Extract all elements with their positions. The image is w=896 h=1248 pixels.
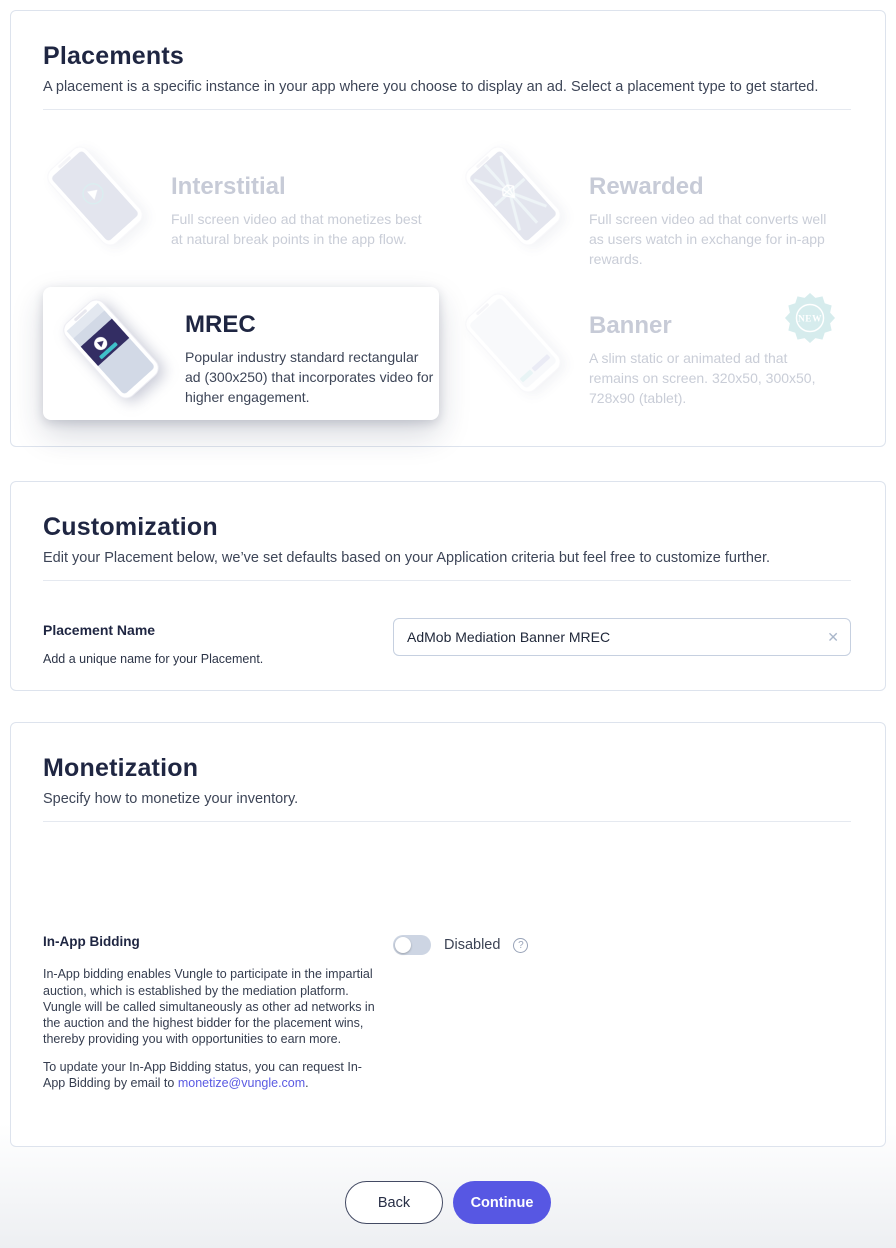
mrec-phone-illustration: [59, 299, 171, 403]
placement-name-input[interactable]: [393, 618, 851, 656]
continue-button[interactable]: Continue: [453, 1181, 551, 1224]
footer-actions: [0, 1181, 896, 1224]
banner-phone-illustration: [461, 287, 573, 405]
placement-option-interstitial[interactable]: [43, 140, 439, 273]
in-app-bidding-status: Disabled: [444, 937, 501, 954]
divider: [43, 580, 851, 581]
placements-description: A placement is a specific instance in your app where you choose to display an ad. Select a placement type to get started.: [43, 79, 819, 96]
rewarded-description: Full screen video ad that converts well as users watch in exchange for in-app rewards.: [589, 210, 827, 267]
banner-description: A slim static or animated ad that remains on screen. 320x50, 300x50, 728x90 (tablet).: [589, 349, 816, 406]
note-suffix: .: [305, 1075, 309, 1090]
interstitial-phone-icon: [42, 142, 148, 251]
mrec-description: Popular industry standard rectangular ad (300x250) that incorporates video for higher engagement.: [185, 348, 434, 405]
mrec-phone-icon: [58, 295, 164, 404]
placements-section: [10, 10, 886, 447]
banner-title: Banner: [589, 312, 672, 340]
placement-option-mrec[interactable]: [43, 287, 439, 420]
monetization-description: Specify how to monetize your inventory.: [43, 791, 299, 808]
divider: [43, 109, 851, 110]
in-app-bidding-row: [43, 934, 851, 1091]
placement-name-help: Add a unique name for your Placement.: [43, 652, 264, 667]
customization-title: Customization: [43, 513, 218, 541]
in-app-bidding-update-note: [43, 1059, 381, 1092]
placement-name-row: [43, 618, 851, 666]
in-app-bidding-label: In-App Bidding: [43, 934, 140, 950]
update-note-text: To update your In-App Bidding status, you can request In-App Bidding by email to: [43, 1059, 362, 1090]
toggle-knob: [395, 937, 411, 953]
mrec-title: MREC: [185, 311, 256, 339]
help-icon[interactable]: ?: [513, 938, 528, 953]
rewarded-phone-illustration: [461, 140, 573, 258]
back-button[interactable]: Back: [345, 1181, 443, 1224]
new-badge: [785, 293, 835, 343]
placement-type-grid: [43, 140, 851, 420]
divider: [43, 821, 851, 822]
customization-section: [10, 481, 886, 691]
interstitial-title: Interstitial: [171, 173, 286, 201]
interstitial-phone-illustration: [43, 140, 155, 258]
in-app-bidding-toggle[interactable]: [393, 935, 431, 955]
rewarded-phone-icon: [460, 142, 566, 251]
placements-title: Placements: [43, 42, 184, 70]
clear-input-icon[interactable]: ✕: [827, 629, 839, 646]
customization-description: Edit your Placement below, we’ve set defaults based on your Application criteria but feel free to customize further.: [43, 550, 771, 567]
in-app-bidding-description: In-App bidding enables Vungle to participate in the impartial auction, which is established by the mediation platform. Vungle will be called simultaneously as other ad networks in the auction and the highest bidder for the placement wins, thereby providing you with opportunities to earn more.: [43, 967, 375, 1047]
placement-name-label: Placement Name: [43, 622, 156, 639]
monetization-section: [10, 722, 886, 1147]
monetize-email-link[interactable]: monetize@vungle.com: [177, 1075, 306, 1090]
monetization-title: Monetization: [43, 754, 199, 782]
interstitial-description: Full screen video ad that monetizes best at natural break points in the app flow.: [171, 210, 422, 247]
placement-option-rewarded[interactable]: [461, 140, 853, 273]
rewarded-title: Rewarded: [589, 173, 704, 201]
banner-phone-icon: [460, 289, 566, 398]
new-badge-label: NEW: [798, 315, 822, 326]
placement-option-banner[interactable]: [461, 287, 853, 420]
